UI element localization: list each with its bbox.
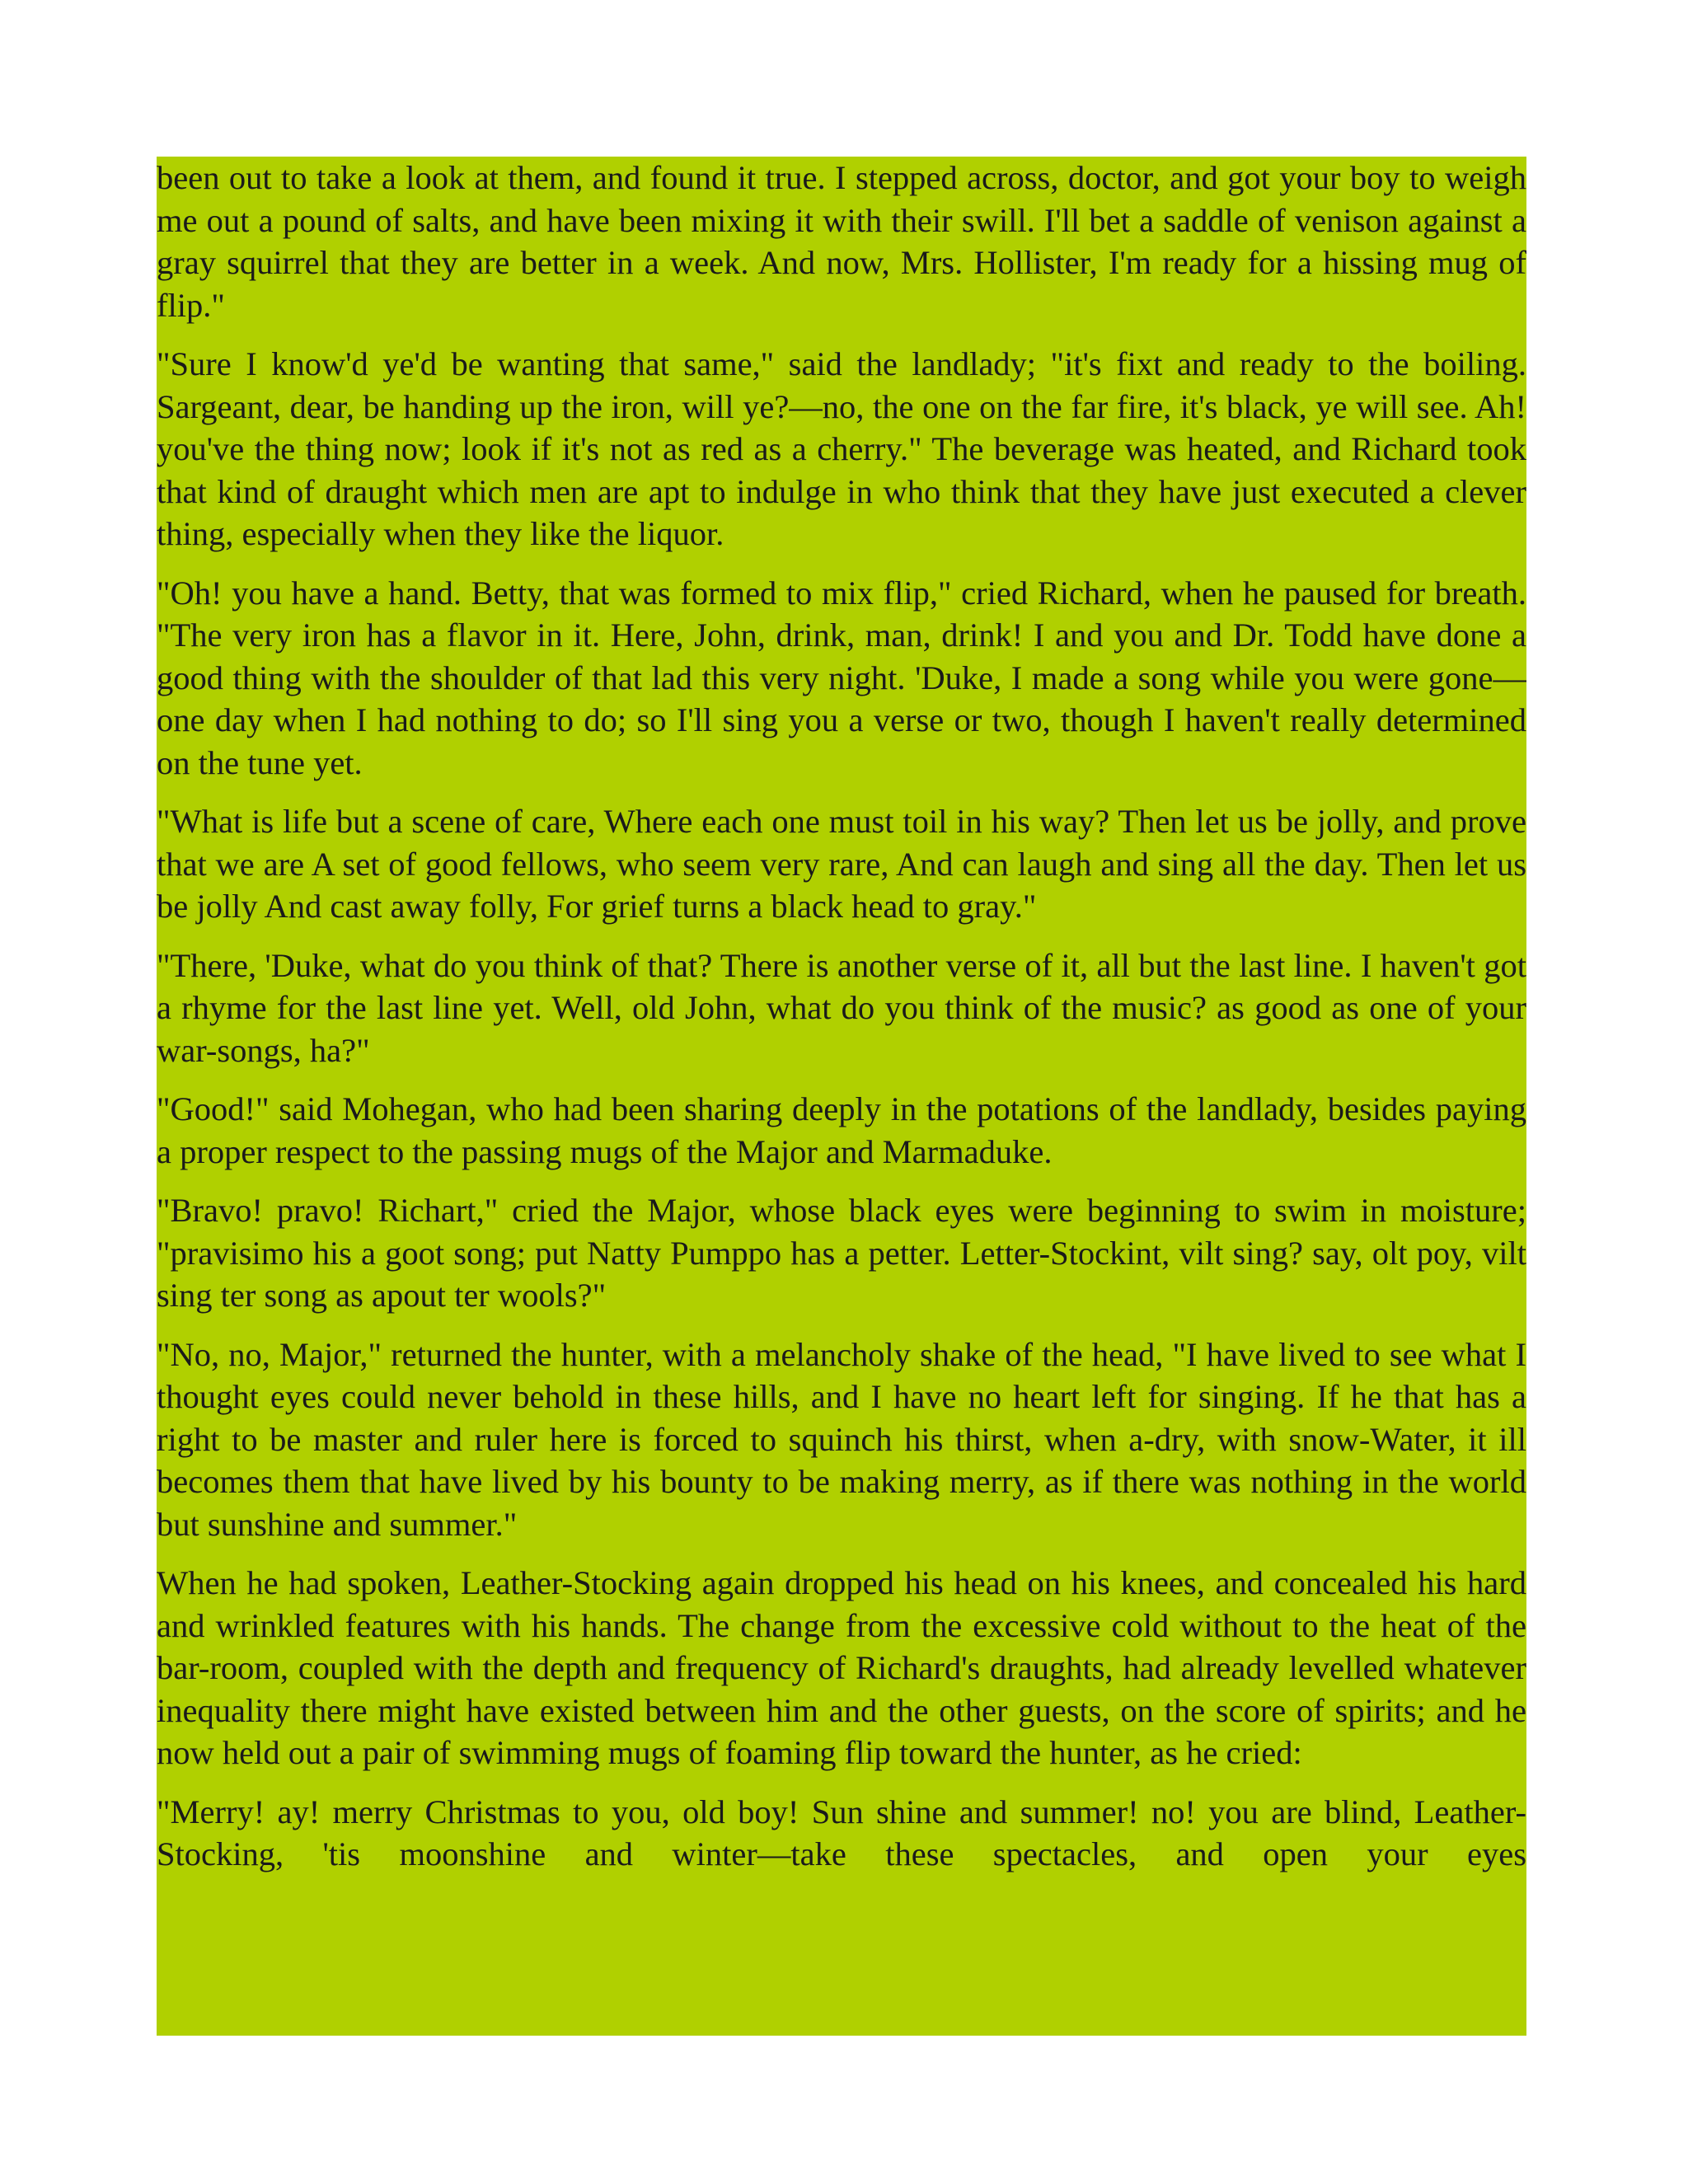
paragraph-8: "No, no, Major," returned the hunter, with a melancholy shake of the head, "I have lived to see what I thought eyes could never behold in these hills, and I have no heart left for singing. If he that has a right to be master and ruler here is forced to squinch his thirst, when a-dry, with snow-Water, it ill becomes them that have lived by his bounty to be making merry, as if there was nothing in the world but sunshine and summer."	[157, 1335, 1526, 1543]
paragraph-10: "Merry! ay! merry Christmas to you, old boy! Sun shine and summer! no! you are blind, Leather-Stocking, 'tis moonshine and winter—take these spectacles, and open your eyes	[157, 1793, 1526, 1872]
paragraph-1: been out to take a look at them, and found it true. I stepped across, doctor, and got your boy to weigh me out a pound of salts, and have been mixing it with their swill. I'll bet a saddle of venison against a gray squirrel that they are better in a week. And now, Mrs. Hollister, I'm ready for a hissing mug of flip."	[157, 159, 1526, 324]
paragraph-7: "Bravo! pravo! Richart," cried the Major, whose black eyes were beginning to swim in moisture; "pravisimo his a goot song; put Natty Pumppo has a petter. Letter-Stockint, vilt sing? say, olt poy, vilt sing ter song as apout ter wools?"	[157, 1192, 1526, 1314]
paragraph-2: "Sure I know'd ye'd be wanting that same," said the landlady; "it's fixt and ready to the boiling. Sargeant, dear, be handing up the iron, will ye?—no, the one on the far fire, it's black, ye will see. Ah! you've the thing now; look if it's not as red as a cherry." The beverage was heated, and Richard took that kind of draught which men are apt to indulge in who think that they have just executed a clever thing, especially when they like the liquor.	[157, 345, 1526, 552]
paragraph-5: "There, 'Duke, what do you think of that? There is another verse of it, all but the last line. I haven't got a rhyme for the last line yet. Well, old John, what do you think of the music? as good as one of your war-songs, ha?"	[157, 946, 1526, 1069]
paragraph-4: "What is life but a scene of care, Where each one must toil in his way? Then let us be jolly, and prove that we are A set of good fellows, who seem very rare, And can laugh and sing all the day. Then let us be jolly And cast away folly, For grief turns a black head to gray."	[157, 803, 1526, 925]
highlighted-text-block	[157, 157, 1526, 2036]
paragraph-9: When he had spoken, Leather-Stocking again dropped his head on his knees, and concealed his hard and wrinkled features with his hands. The change from the excessive cold without to the heat of the bar-room, coupled with the depth and frequency of Richard's draughts, had already levelled whatever inequality there might have existed between him and the other guests, on the score of spirits; and he now held out a pair of swimming mugs of foaming flip toward the hunter, as he cried:	[157, 1564, 1526, 1771]
paragraph-3: "Oh! you have a hand. Betty, that was formed to mix flip," cried Richard, when he paused for breath. "The very iron has a flavor in it. Here, John, drink, man, drink! I and you and Dr. Todd have done a good thing with the shoulder of that lad this very night. 'Duke, I made a song while you were gone—one day when I had nothing to do; so I'll sing you a verse or two, though I haven't really determined on the tune yet.	[157, 574, 1526, 781]
paragraph-6: "Good!" said Mohegan, who had been sharing deeply in the potations of the landlady, besides paying a proper respect to the passing mugs of the Major and Marmaduke.	[157, 1090, 1526, 1170]
